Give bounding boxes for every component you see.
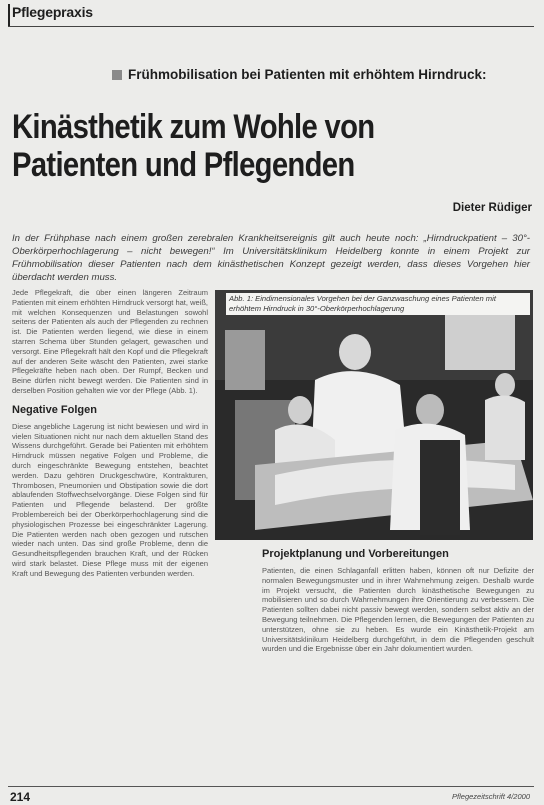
body-paragraph: Jede Pflegekraft, die über einen längeren Zeitraum Patienten mit einem erhöhten Hirndruck versorgt hat, weiß, mit welchen Konsequenzen und Belastungen sowohl seitens der Patienten als auch der Pflegenden zu rechnen ist. Die Patienten werden liegend, wie diese in einem starren Schema über Stunden gelagert, gewaschen und versorgt. Eine Pflegekraft hält den Kopf und die Pflegekraft auf der anderen Seite wäscht den Patienten, zwei starke Pflegekräfte heben nach oben. Der Rumpf, Becken und Beine dürfen nicht bewegt werden. Die Patienten sind in derselben Position gehalten wie vor der Pflege (Abb. 1). <box>12 288 208 395</box>
lead-paragraph: In der Frühphase nach einem großen zerebralen Krankheitsereignis gilt auch heute noch: „Hirndruckpatient – 30°-Oberkörperhochlagerung – nicht bewegen!“ Im Universitätsklinikum Heidelberg konnte in einem Projekt zur Frühmobilisation dieser Patienten nach dem kinästhetischen Konzept gezeigt werden, dass dieses Vorgehen hier überdacht werden muss. <box>12 233 530 283</box>
subheading: Negative Folgen <box>12 403 97 416</box>
headline-line-2: Patienten und Pflegenden <box>12 146 355 184</box>
photo-illustration <box>215 290 533 540</box>
kicker-text: Frühmobilisation bei Patienten mit erhöhtem Hirndruck: <box>128 67 487 82</box>
header-divider <box>8 26 534 27</box>
author-byline: Dieter Rüdiger <box>452 202 532 214</box>
section-header <box>0 0 544 28</box>
page-footer <box>0 778 544 805</box>
body-paragraph: Diese angebliche Lagerung ist nicht bewiesen und wird in vielen Situationen nicht nur nach dem aktuellen Stand des Wissens durchgeführt. Gerade bei Patienten mit erhöhtem Hirndruck müssen negative Folgen und Probleme, die durch eingeschränkte Bewegung entstehen, beachtet werden. Dazu gehören Druckgeschwüre, Kontrakturen, Thrombosen, Pneumonien und Obstipation sowie die dort ablaufenden Stoffwechselvorgänge. Diese Folgen sind für Patienten und Pflegende belastend. Der größte Problembereich bei der Oberkörperhochlagerung sind die physiologischen Prozesse bei eingeschränkter Lagerung. Die Patienten werden nach oben gezogen und rutschen wieder nach unten. Das sind große Probleme, denn die Gesundheitspflegenden brauchen Kraft, und der Rücken wird stark belastet. Diese Pflege muss mit der eigenen Kraft und Bewegung des Patienten verbunden werden. <box>12 421 208 578</box>
kicker <box>112 67 532 82</box>
journal-reference: Pflegezeitschrift 4/2000 <box>452 792 530 801</box>
figure-caption: Abb. 1: Eindimensionales Vorgehen bei der Ganzwaschung eines Patienten mit erhöhtem Hirndruck in 30°-Oberkörperhochlagerung <box>226 293 530 315</box>
figure-photo <box>215 290 533 540</box>
page-number: 214 <box>10 790 31 804</box>
headline-line-1: Kinästhetik zum Wohle von <box>12 108 375 146</box>
subheading: Projektplanung und Vorbereitungen <box>262 548 449 560</box>
body-column-left <box>12 288 208 579</box>
headline <box>12 108 459 184</box>
body-column-right <box>262 548 534 654</box>
section-rule <box>8 4 10 26</box>
section-label: Pflegepraxis <box>12 4 93 20</box>
kicker-square-icon <box>112 70 122 80</box>
body-paragraph: Patienten, die einen Schlaganfall erlitten haben, können oft nur Defizite der normalen Bewegungsmuster und in ihrer Wahrnehmung zeigen. Deshalb wurde im Projekt versucht, die Patienten durch kinästhetische Bewegungen zu mobilisieren und so durch Wahrnehmungen ihre Orientierung zu verbessern. Die Patienten sollten dabei nicht passiv bewegt werden, sondern selbst aktiv an der Bewegung teilnehmen. Die Pflegenden lernen, die Bewegungen der Patienten zu unterstützen, ohne sie zu heben. Es wurde ein Kinästhetik-Projekt am Universitätsklinikum Heidelberg durchgeführt, in dem die Pflegenden geschult wurden und die Ergebnisse über ein Jahr dokumentiert wurden. <box>262 566 534 654</box>
footer-divider <box>8 786 534 787</box>
